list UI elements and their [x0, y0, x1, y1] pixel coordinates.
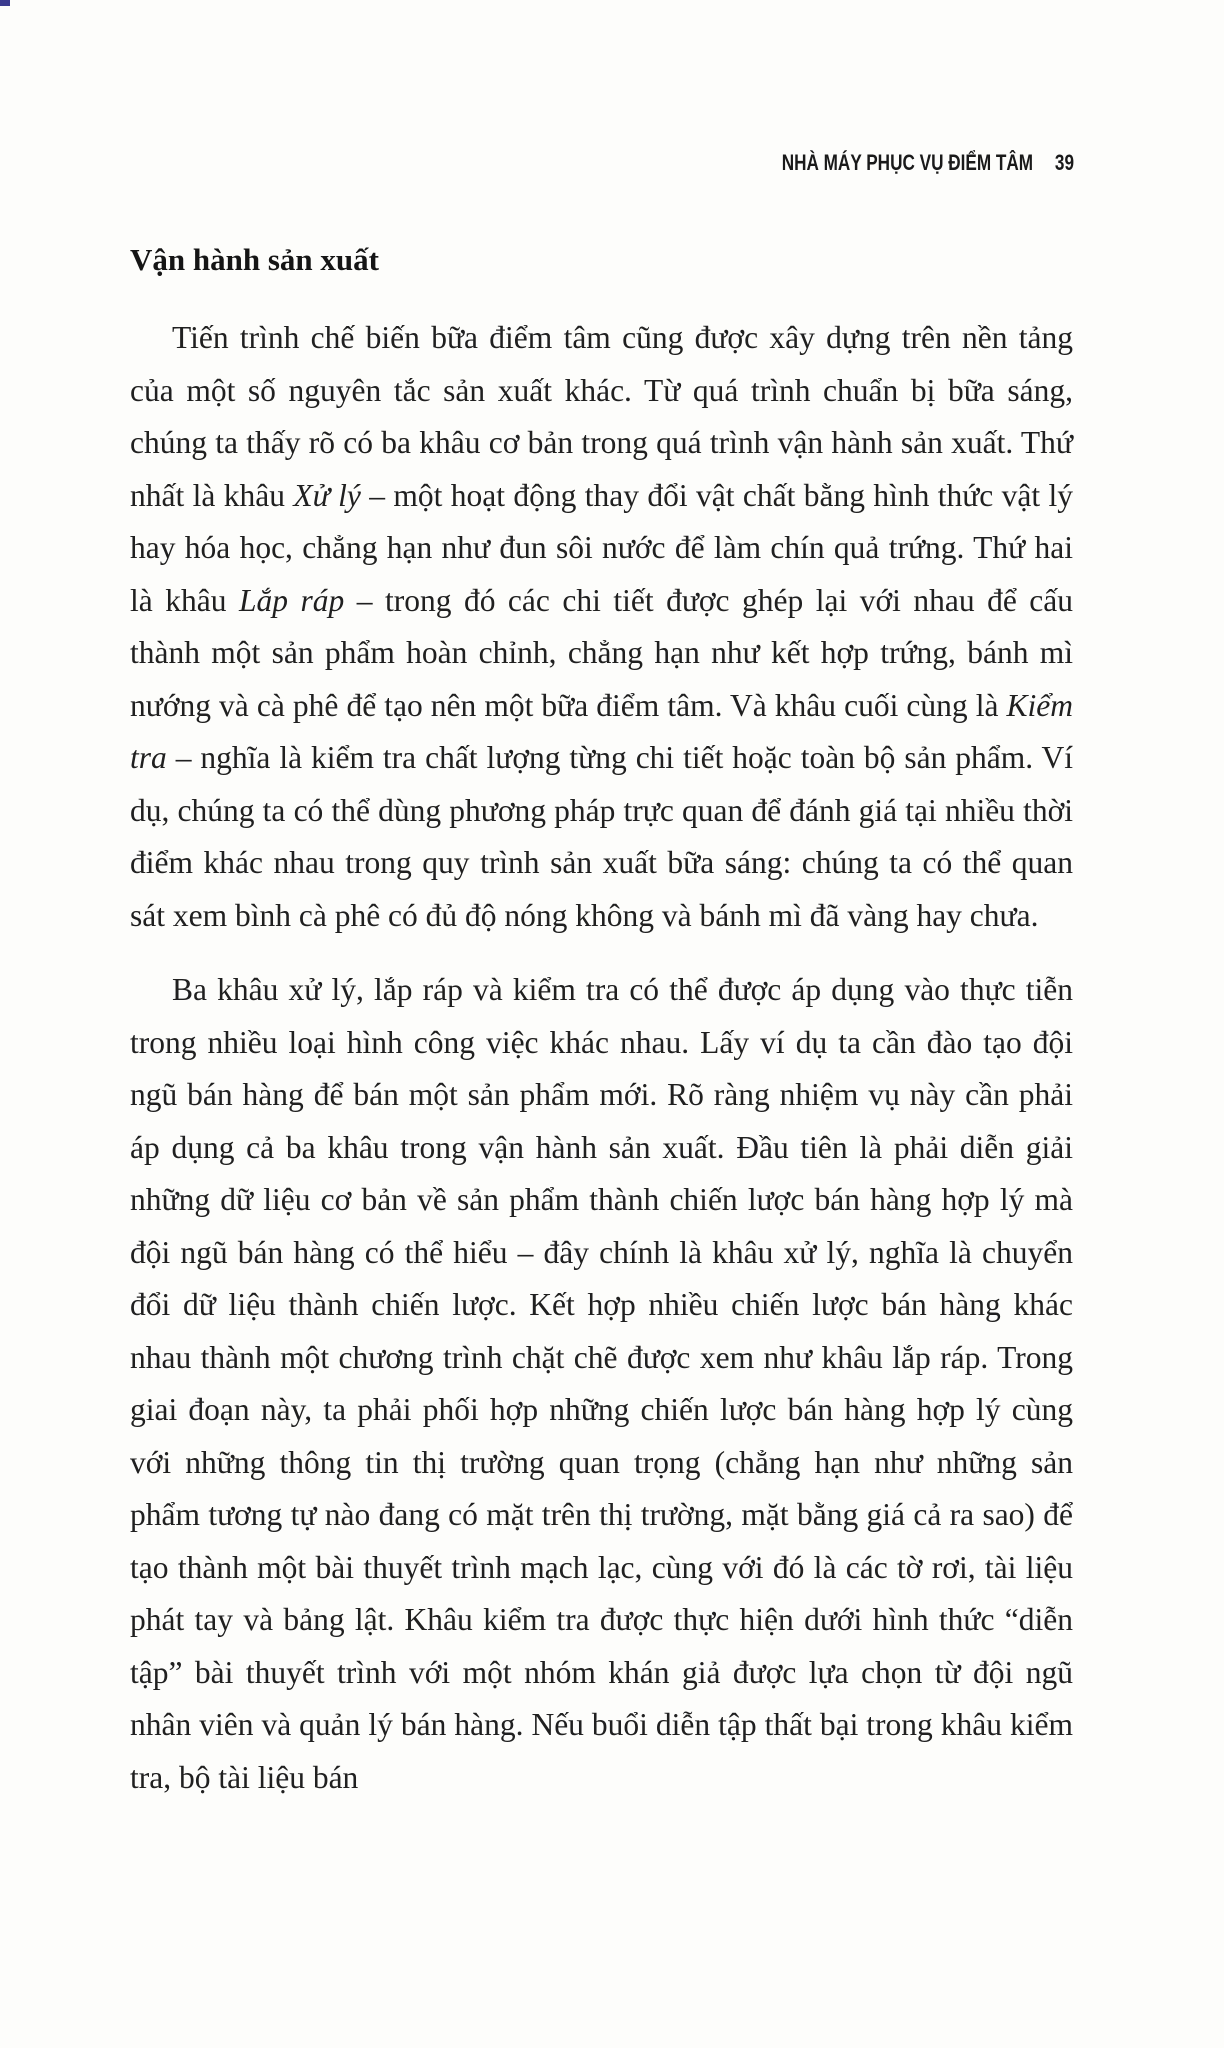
term-lap-rap: Lắp ráp — [238, 582, 345, 618]
section-heading: Vận hành sản xuất — [130, 242, 379, 277]
term-xu-ly: Xử lý — [293, 477, 361, 513]
running-header — [704, 150, 1074, 176]
paragraph-2 — [130, 964, 1073, 1804]
body-text — [130, 312, 1073, 1804]
paragraph-2-text: Ba khâu xử lý, lắp ráp và kiểm tra có thể được áp dụng vào thực tiễn trong nhiều loại hình công việc khác nhau. Lấy ví dụ ta cần đào tạo đội ngũ bán hàng để bán một sản phẩm mới. Rõ ràng nhiệm vụ này cần phải áp dụng cả ba khâu trong vận hành sản xuất. Đầu tiên là phải diễn giải những dữ liệu cơ bản về sản phẩm thành chiến lược bán hàng hợp lý mà đội ngũ bán hàng có thể hiểu – đây chính là khâu xử lý, nghĩa là chuyển đổi dữ liệu thành chiến lược. Kết hợp nhiều chiến lược bán hàng khác nhau thành một chương trình chặt chẽ được xem như khâu lắp ráp. Trong giai đoạn này, ta phải phối hợp những chiến lược bán hàng hợp lý cùng với những thông tin thị trường quan trọng (chẳng hạn như những sản phẩm tương tự nào đang có mặt trên thị trường, mặt bằng giá cả ra sao) để tạo thành một bài thuyết trình mạch lạc, cùng với đó là các tờ rơi, tài liệu phát tay và bảng lật. Khâu kiểm tra được thực hiện dưới hình thức “diễn tập” bài thuyết trình với một nhóm khán giả được lựa chọn từ đội ngũ nhân viên và quản lý bán hàng. Nếu buổi diễn tập thất bại trong khâu kiểm tra, bộ tài liệu bán — [130, 972, 1073, 1795]
paragraph-1-segment-4: – nghĩa là kiểm tra chất lượng từng chi tiết hoặc toàn bộ sản phẩm. Ví dụ, chúng ta có thể dùng phương pháp trực quan để đánh giá tại nhiều thời điểm khác nhau trong quy trình sản xuất bữa sáng: chúng ta có thể quan sát xem bình cà phê có đủ độ nóng không và bánh mì đã vàng hay chưa. — [130, 740, 1073, 933]
term-kiem-tra: Kiểm tra — [130, 687, 1073, 775]
paragraph-1-segment-3: – trong đó các chi tiết được ghép lại với nhau để cấu thành một sản phẩm hoàn chỉnh, chẳng hạn như kết hợp trứng, bánh mì nướng và cà phê để tạo nên một bữa điểm tâm. Và khâu cuối cùng là — [130, 582, 1074, 723]
paragraph-1-segment-2: – một hoạt động thay đổi vật chất bằng hình thức vật lý hay hóa học, chẳng hạn như đun sôi nước để làm chín quả trứng. Thứ hai là khâu — [130, 477, 1074, 618]
paragraph-1 — [130, 312, 1073, 942]
scan-corner-mark — [0, 0, 10, 6]
page-number: 39 — [1054, 150, 1074, 175]
running-header-title: NHÀ MÁY PHỤC VỤ ĐIỂM TÂM — [781, 150, 1034, 175]
paragraph-1-segment-1: Tiến trình chế biến bữa điểm tâm cũng được xây dựng trên nền tảng của một số nguyên tắc sản xuất khác. Từ quá trình chuẩn bị bữa sáng, chúng ta thấy rõ có ba khâu cơ bản trong quá trình vận hành sản xuất. Thứ nhất là khâu — [130, 320, 1073, 513]
